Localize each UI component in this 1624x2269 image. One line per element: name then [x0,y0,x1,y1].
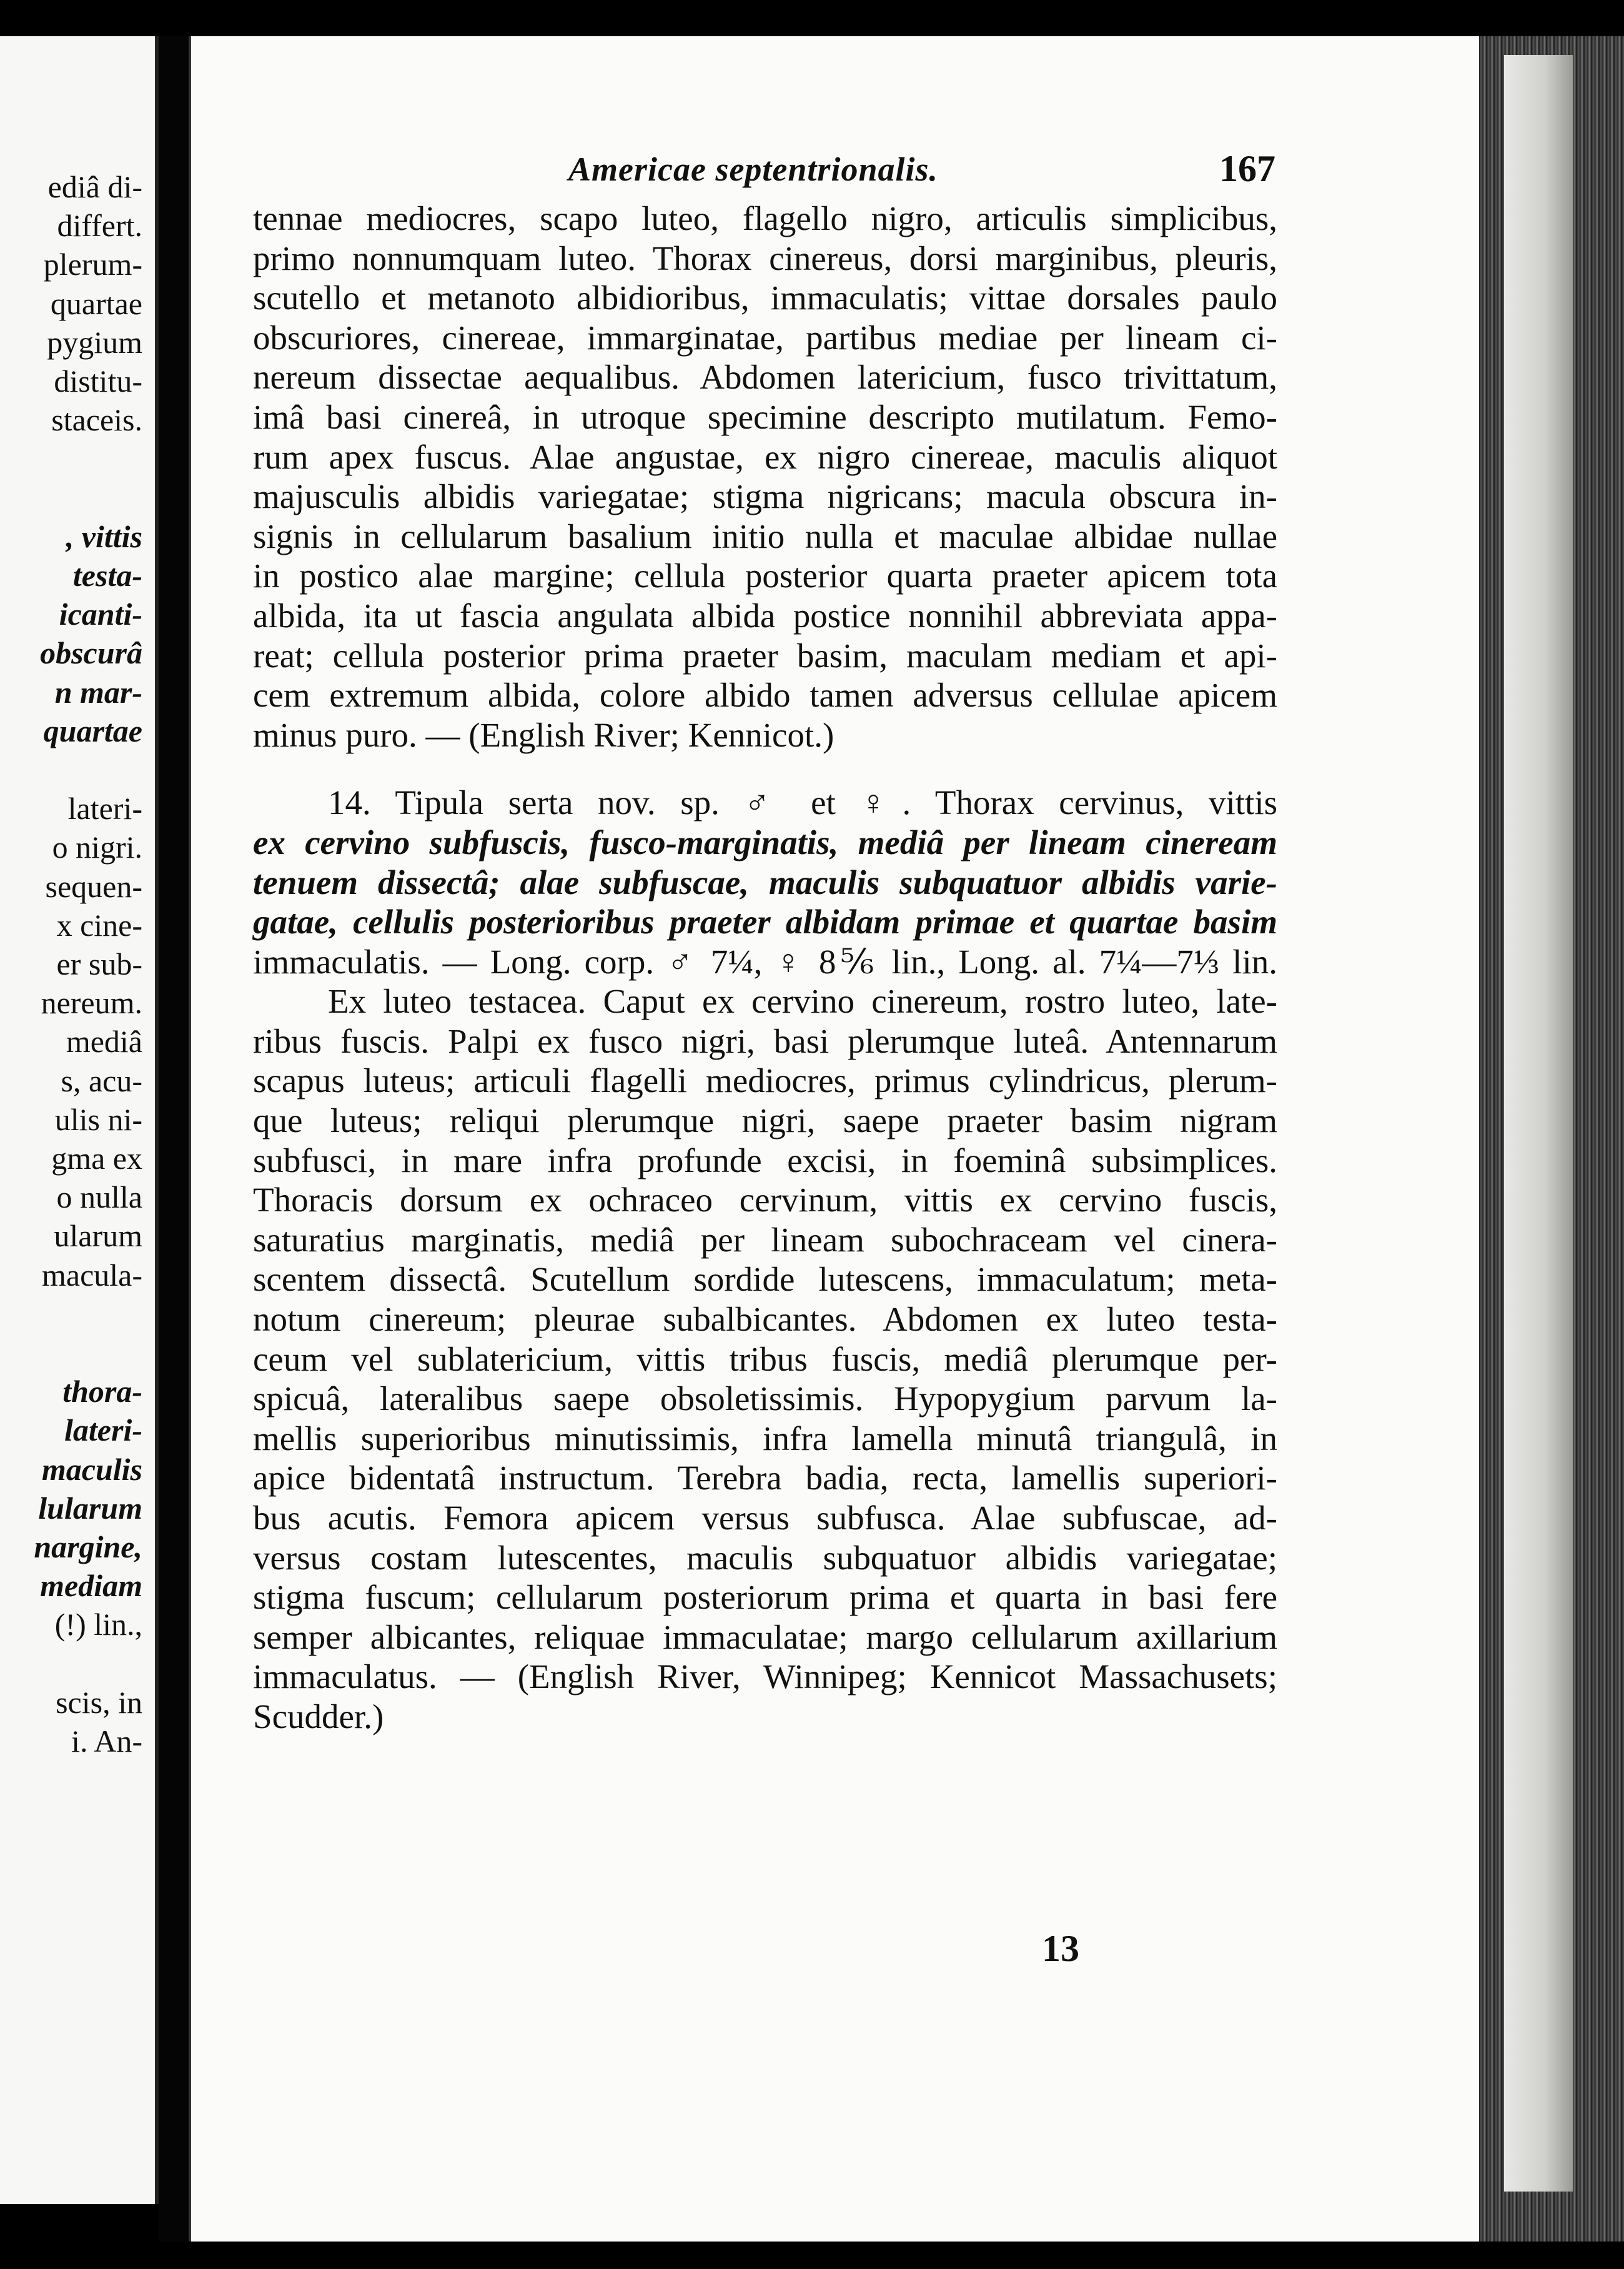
left-page-line: staceis. [51,402,142,438]
left-page-line: ulis ni- [54,1101,142,1137]
text-line: majusculis albidis variegatae; stigma nigricans; macula obscura in- [253,477,1277,516]
text-line: albida, ita ut fascia angulata albida postice nonnihil abbreviata appa- [253,596,1277,635]
left-page-line: distitu- [54,364,142,399]
left-page-line: er sub- [56,946,142,981]
text-line: subfusci, in mare infra profunde excisi, in foeminâ subsimplices. [253,1141,1277,1179]
text-line: rum apex fuscus. Alae angustae, ex nigro cinereae, maculis aliquot [253,437,1277,476]
text-line: que luteus; reliqui plerumque nigri, saepe praeter basim nigram [253,1101,1277,1140]
paragraph-continuation [253,199,1277,755]
text-line: Ex luteo testacea. Caput ex cervino cinereum, rostro luteo, late- [328,982,1277,1021]
text-line: semper albicantes, reliquae immaculatae; margo cellularum axillarium [253,1617,1277,1656]
text-line: tennae mediocres, scapo luteo, flagello nigro, articulis simplicibus, [253,199,1277,237]
scan-top-border [0,0,1624,36]
text-line: in postico alae margine; cellula posterior quarta praeter apicem tota [253,557,1277,595]
text-line: ex cervino subfuscis, fusco-marginatis, mediâ per lineam cineream [253,823,1277,861]
text-line: apice bidentatâ instructum. Terebra badia, recta, lamellis superiori- [253,1459,1277,1497]
page-edge-face [1504,55,1573,2192]
left-page-line: pygium [47,324,142,360]
left-page-line: mediam [40,1568,142,1604]
text-line: imâ basi cinereâ, in utroque specimine descripto mutilatum. Femo- [253,397,1277,436]
left-page-line: plerum- [43,247,142,282]
left-page-line: lateri- [64,1413,142,1448]
left-page-line: nereum. [41,985,142,1021]
left-page-line: o nulla [56,1179,142,1215]
body-text [253,199,1277,1737]
page-inner-edge [189,36,191,2242]
left-page-line: gma ex [51,1141,142,1176]
left-page-line: mediâ [66,1024,142,1060]
signature-mark: 13 [1042,1928,1079,1969]
text-line: ribus fuscis. Palpi ex fusco nigri, basi plerumque luteâ. Antennarum [253,1021,1277,1060]
left-page-line: ularum [54,1218,142,1254]
text-line: bus acutis. Femora apicem versus subfusca. Alae subfuscae, ad- [253,1499,1277,1537]
left-page-fragment [0,36,159,2204]
left-page-line: differt. [57,208,142,244]
running-head: Americae septentrionalis. [568,151,938,188]
left-page-line: maculis [41,1451,142,1487]
left-page-line: sequen- [45,868,142,904]
text-line: saturatius marginatis, mediâ per lineam subochraceam vel cinera- [253,1220,1277,1259]
left-page-line: macula- [41,1257,142,1293]
left-page-line: thora- [62,1374,142,1409]
book-spine [159,36,189,2242]
species-description [253,981,1277,1736]
left-page-line: n mar- [54,674,142,710]
text-line: scutello et metanoto albidioribus, immaculatis; vittae dorsales paulo [253,279,1277,317]
text-line: obscuriores, cinereae, immarginatae, partibus mediae per lineam ci- [253,318,1277,357]
text-line: immaculatus. — (English River, Winnipeg; Kennicot Massachusets; [253,1657,1277,1696]
left-page-line: quartae [50,285,142,321]
page-number: 167 [1219,148,1275,189]
species-diagnosis [253,823,1277,942]
left-page-line: o nigri. [52,830,142,865]
left-page-line: (!) lin., [54,1607,142,1642]
text-line: notum cinereum; pleurae subalbicantes. Abdomen ex luteo testa- [253,1300,1277,1339]
left-page-line: scis, in [56,1684,142,1720]
left-page-line: obscurâ [40,635,142,671]
text-line: mellis superioribus minutissimis, infra lamella minutâ triangulâ, in [253,1419,1277,1457]
scan-bottom-border [0,2242,1624,2269]
text-line: minus puro. — (English River; Kennicot.) [253,715,834,754]
text-line: reat; cellula posterior prima praeter basim, maculam mediam et api- [253,636,1277,675]
text-line: Thoracis dorsum ex ochraceo cervinum, vittis ex cervino fuscis, [253,1181,1277,1219]
left-page-line: s, acu- [61,1063,142,1098]
text-line: scapus luteus; articuli flagelli mediocres, primus cylindricus, plerum- [253,1061,1277,1100]
text-line: tenuem dissectâ; alae subfuscae, maculis subquatuor albidis varie- [253,863,1277,901]
section-gap [253,755,1277,783]
text-line: cem extremum albida, colore albido tamen adversus cellulae apicem [253,676,1277,715]
left-page-line: testa- [72,558,142,593]
text-line: spicuâ, lateralibus saepe obsoletissimis. Hypopygium parvum la- [253,1379,1277,1418]
text-line: nereum dissectae aequalibus. Abdomen latericium, fusco trivittatum, [253,358,1277,397]
left-page-line: ediâ di- [47,169,142,204]
left-page-line: x cine- [56,907,142,943]
text-line: primo nonnumquam luteo. Thorax cinereus, dorsi marginibus, pleuris, [253,239,1277,277]
left-page-line: , vittis [66,519,142,554]
left-page-line: icanti- [59,597,142,632]
left-page-line: lularum [38,1490,142,1526]
left-page-line: lateri- [67,791,142,827]
text-line: stigma fuscum; cellularum posteriorum prima et quarta in basi fere [253,1578,1277,1617]
text-line: signis in cellularum basalium initio nulla et maculae albidae nullae [253,517,1277,555]
species-heading-line: 14. Tipula serta nov. sp. ♂ et ♀. Thorax cervinus, vittis [328,783,1277,822]
book-page-edges [1479,36,1624,2242]
text-line: gatae, cellulis posterioribus praeter albidam primae et quartae basim [253,903,1277,941]
left-page-line: i. An- [71,1724,142,1759]
left-page-line: quartae [43,713,142,748]
text-line: ceum vel sublatericium, vittis tribus fuscis, mediâ plerumque per- [253,1339,1277,1378]
text-line: versus costam lutescentes, maculis subquatuor albidis variegatae; [253,1538,1277,1577]
left-page-line: nargine, [34,1529,142,1564]
text-line: scentem dissectâ. Scutellum sordide lutescens, immaculatum; meta- [253,1260,1277,1299]
species-measurements: immaculatis. — Long. corp. ♂ 7¼, ♀ 8⅚ lin., Long. al. 7¼—7⅓ lin. [253,942,1277,981]
text-line: Scudder.) [253,1697,384,1735]
